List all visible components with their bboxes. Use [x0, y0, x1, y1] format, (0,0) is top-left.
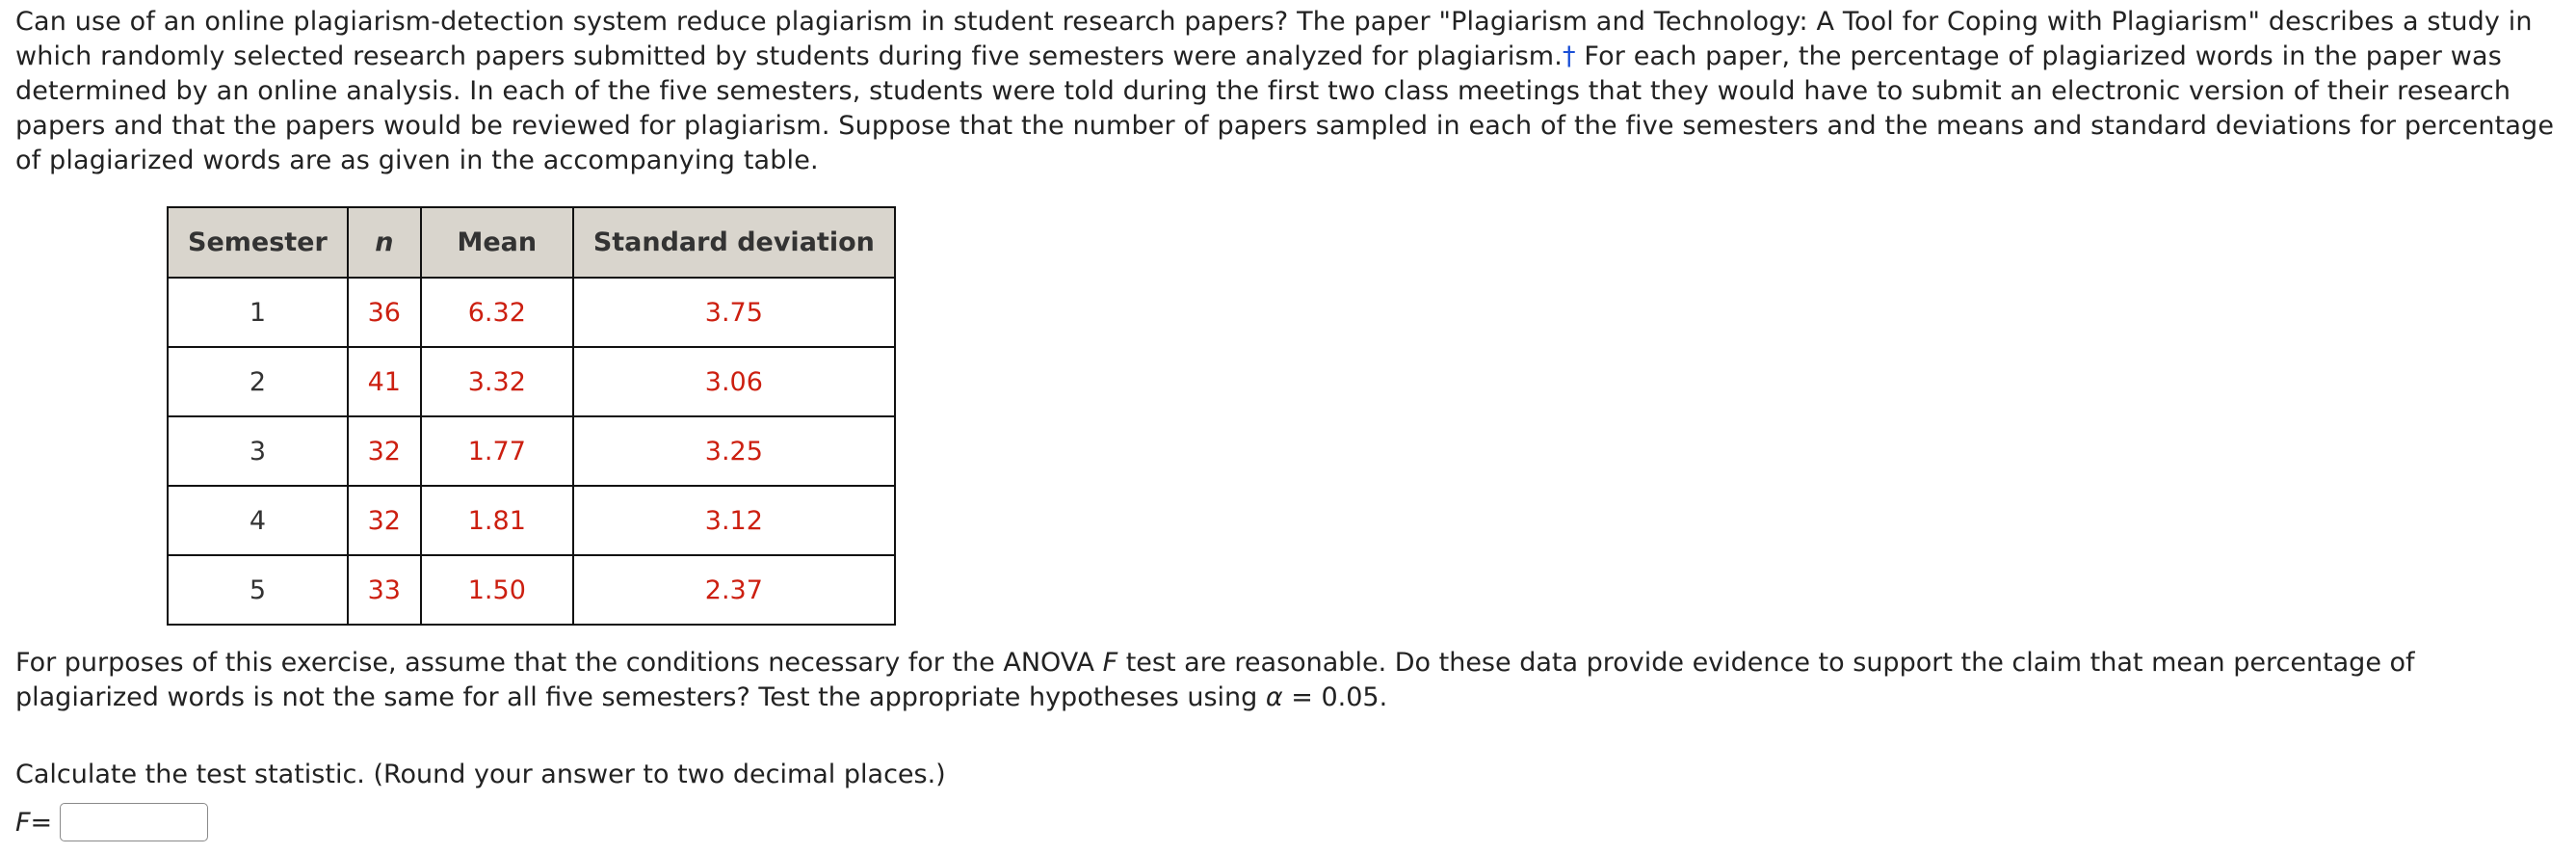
table-row	[168, 555, 895, 625]
cell-mean: 1.77	[421, 416, 573, 486]
cell-n: 32	[348, 486, 421, 555]
cell-mean: 1.81	[421, 486, 573, 555]
cell-mean: 1.50	[421, 555, 573, 625]
header-mean: Mean	[421, 207, 573, 278]
cell-n: 32	[348, 416, 421, 486]
header-standard-deviation: Standard deviation	[573, 207, 895, 278]
followup-question	[15, 646, 2561, 715]
header-n: n	[348, 207, 421, 278]
problem-intro	[15, 5, 2561, 178]
footnote-dagger-link[interactable]: †	[1562, 41, 1576, 71]
f-statistic-label: F	[15, 807, 31, 838]
alpha-symbol: α	[1265, 682, 1283, 712]
cell-mean: 3.32	[421, 347, 573, 416]
table-row	[168, 486, 895, 555]
followup-text: For purposes of this exercise, assume that the conditions necessary for the ANOVA	[15, 648, 1103, 678]
cell-sd: 3.12	[573, 486, 895, 555]
table-header-row	[168, 207, 895, 278]
intro-text-continued: For each paper, the percentage of plagiarized words in the paper was determined by an online analysis. In each of the five semesters, students were told during the first two class meetings that they would have to submit an electronic version of their research papers and that the papers would be reviewed for plagiarism. Suppose that the number of papers sampled in each of the five semesters and the means and standard deviations for percentage of plagiarized words are as given in the accompanying table.	[15, 41, 2555, 175]
cell-sd: 3.75	[573, 278, 895, 347]
cell-sd: 3.25	[573, 416, 895, 486]
cell-semester: 1	[168, 278, 348, 347]
alpha-value: = 0.05.	[1282, 682, 1388, 712]
header-semester: Semester	[168, 207, 348, 278]
calculation-instruction: Calculate the test statistic. (Round your answer to two decimal places.)	[15, 760, 946, 789]
cell-n: 36	[348, 278, 421, 347]
intro-text: Can use of an online plagiarism-detection system reduce plagiarism in student research papers? The paper "Plagiarism and Technology: A Tool for Coping with Plagiarism" describes a study in which randomly selected research papers submitted by students during five semesters were analyzed for plagiarism.	[15, 7, 2533, 71]
f-symbol: F	[1102, 648, 1118, 678]
cell-semester: 3	[168, 416, 348, 486]
table-row	[168, 416, 895, 486]
cell-sd: 3.06	[573, 347, 895, 416]
cell-mean: 6.32	[421, 278, 573, 347]
followup-text-continued: test are reasonable. Do these data provide evidence to support the claim that mean percentage of plagiarized words is not the same for all five semesters? Test the appropriate hypotheses using	[15, 648, 2415, 712]
table-row	[168, 278, 895, 347]
cell-semester: 5	[168, 555, 348, 625]
cell-n: 41	[348, 347, 421, 416]
cell-semester: 4	[168, 486, 348, 555]
problem-page	[15, 0, 2561, 838]
f-equals-sign: =	[30, 807, 53, 838]
answer-row	[15, 803, 208, 841]
cell-n: 33	[348, 555, 421, 625]
cell-semester: 2	[168, 347, 348, 416]
data-table	[167, 206, 896, 626]
table-row	[168, 347, 895, 416]
cell-sd: 2.37	[573, 555, 895, 625]
f-statistic-input[interactable]	[60, 803, 208, 841]
